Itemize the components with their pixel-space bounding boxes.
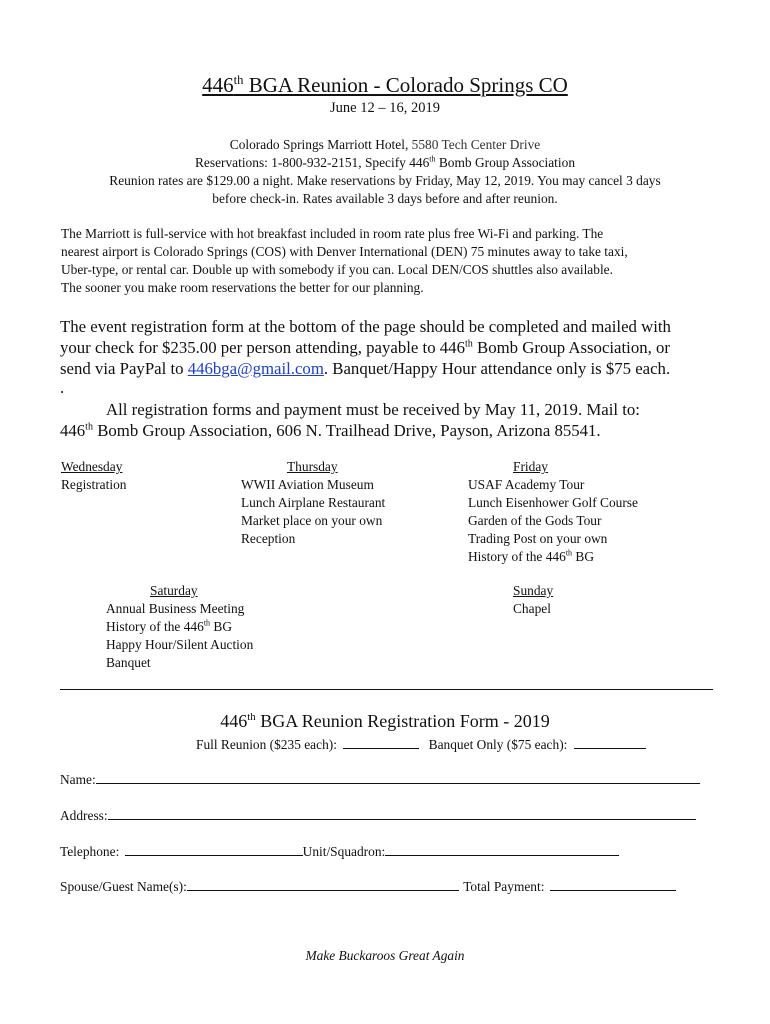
full-reunion-label: Full Reunion ($235 each): [196,737,337,752]
form-title: 446th BGA Reunion Registration Form - 2019 [220,711,550,731]
schedule-item: Lunch Airplane Restaurant [241,495,386,510]
mail-line: 446th Bomb Group Association, 606 N. Trailhead Drive, Payson, Arizona 85541. [60,421,601,440]
day-heading: Thursday [287,459,338,474]
schedule-saturday [106,582,253,672]
day-heading: Sunday [513,583,554,598]
schedule-item: Garden of the Gods Tour [468,513,602,528]
telephone-row [60,841,619,861]
address-label: Address: [60,808,108,823]
name-field[interactable] [96,769,700,784]
event-line: send via PayPal to 446bga@gmail.com. Banquet/Happy Hour attendance only is $75 each. [60,359,671,378]
mail-line: All registration forms and payment must be received by May 11, 2019. Mail to: [106,400,640,419]
unit-label: Unit/Squadron: [302,844,386,859]
event-line: your check for $235.00 per person attending, payable to 446th Bomb Group Association, or [60,338,670,357]
schedule-item: History of the 446th BG [468,548,595,564]
schedule-item: WWII Aviation Museum [241,477,374,492]
email-link[interactable]: 446bga@gmail.com [187,359,324,378]
telephone-label: Telephone: [60,844,120,859]
day-heading: Friday [513,459,548,474]
marriott-paragraph [61,225,741,297]
schedule-item: USAF Academy Tour [468,477,585,492]
address-field[interactable] [108,805,696,820]
name-row [60,769,700,789]
page-title: 446th BGA Reunion - Colorado Springs CO [202,73,568,97]
marriott-line: The sooner you make room reservations the better for our planning. [61,280,424,295]
schedule-item: Happy Hour/Silent Auction [106,637,254,652]
marriott-line: nearest airport is Colorado Springs (COS) with Denver International (DEN) 75 minutes away to take taxi, [61,244,628,259]
hotel-line: Colorado Springs Marriott Hotel, 5580 Tech Center Drive [229,137,541,152]
footer-slogan: Make Buckaroos Great Again [305,948,465,963]
total-payment-field[interactable] [550,876,676,891]
mail-paragraph [60,399,750,441]
rates-line-2: before check-in. Rates available 3 days before and after reunion. [212,191,558,206]
name-label: Name: [60,772,96,787]
address-row [60,805,696,825]
reunion-dates: June 12 – 16, 2019 [330,100,440,116]
schedule-item: Trading Post on your own [468,531,608,546]
reservations-line: Reservations: 1-800-932-2151, Specify 446th Bomb Group Association [194,154,576,170]
spouse-row [60,876,676,896]
reunion-options-row [196,734,716,754]
full-reunion-field[interactable] [343,734,419,749]
schedule-wednesday [61,458,126,494]
event-line: . [60,378,65,397]
schedule-item: Registration [61,477,127,492]
schedule-friday [468,458,638,566]
day-heading: Saturday [150,583,198,598]
schedule-item: Lunch Eisenhower Golf Course [468,495,638,510]
section-divider [60,689,713,690]
schedule-item: Annual Business Meeting [106,601,245,616]
schedule-item: Market place on your own [241,513,383,528]
schedule-item: Chapel [513,601,551,616]
telephone-field[interactable] [125,841,303,856]
total-payment-label: Total Payment: [463,879,545,894]
banquet-only-field[interactable] [574,734,646,749]
spouse-label: Spouse/Guest Name(s): [60,879,187,894]
event-paragraph [60,316,750,397]
rates-line: Reunion rates are $129.00 a night. Make reservations by Friday, May 12, 2019. You may cancel 3 days [109,173,661,188]
banquet-only-label: Banquet Only ($75 each): [428,737,568,752]
schedule-sunday [513,582,553,618]
schedule-item: History of the 446th BG [106,618,233,634]
schedule-thursday [241,458,385,548]
schedule-item: Reception [241,531,296,546]
schedule-item: Banquet [106,655,151,670]
day-heading: Wednesday [61,459,123,474]
marriott-line: Uber-type, or rental car. Double up with somebody if you can. Local DEN/COS shuttles also available. [61,262,613,277]
event-line: The event registration form at the bottom of the page should be completed and mailed with [60,317,671,336]
spouse-field[interactable] [187,876,459,891]
marriott-line: The Marriott is full-service with hot breakfast included in room rate plus free Wi-Fi and parking. The [61,226,604,241]
unit-field[interactable] [385,841,619,856]
